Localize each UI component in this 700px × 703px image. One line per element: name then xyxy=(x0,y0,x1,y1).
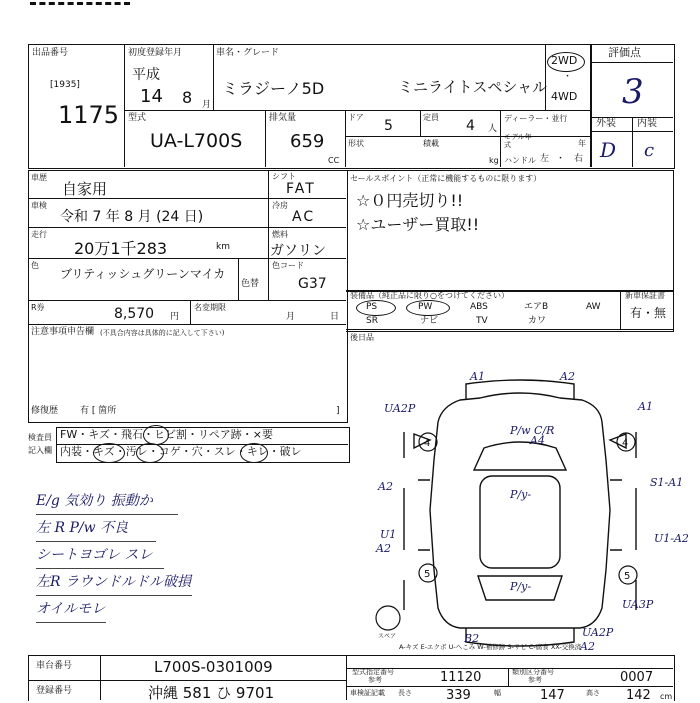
month-unit: 月 xyxy=(202,100,212,110)
color-code-label: 色コード xyxy=(272,261,304,270)
name-label: 車名・グレード xyxy=(216,48,280,58)
eq-pw: PW xyxy=(418,302,433,312)
type-value: 自家用 xyxy=(62,180,108,198)
handle-label: ハンドル xyxy=(504,156,536,165)
chassis-label: 車台番号 xyxy=(36,661,73,671)
score-value: 3 xyxy=(622,72,644,112)
door-value: 5 xyxy=(384,118,393,134)
dmg-mark-ua2p-left: UA2P xyxy=(384,402,416,415)
lot-tag: [1935] xyxy=(50,80,80,90)
model-value: UA-L700S xyxy=(150,130,243,152)
shift-label: シフト xyxy=(272,172,296,181)
model-year-label: モデル年式 xyxy=(504,133,532,149)
eq-sr: SR xyxy=(366,316,378,326)
ext-grade: D xyxy=(600,138,617,162)
seats-value: 4 xyxy=(466,118,475,134)
type-label: 車歴 xyxy=(31,173,47,182)
reg-month: 8 xyxy=(182,88,193,107)
color-label: 色 xyxy=(31,261,39,270)
width-label: 幅 xyxy=(494,689,501,697)
dmg-5-rr: 5 xyxy=(624,571,631,582)
chassis-value: L700S-0301009 xyxy=(154,658,273,676)
drive-dot: ・ xyxy=(563,72,573,82)
eq-abs: ABS xyxy=(470,302,488,312)
ac-value: AC xyxy=(292,209,316,225)
dmg-mark-u1a2: U1-A2 xyxy=(654,532,689,545)
dmg-mark-ua3p: UA3P xyxy=(622,598,654,611)
seats-unit: 人 xyxy=(488,124,498,134)
handle-left: 左 xyxy=(540,154,550,164)
drive-2wd: 2WD xyxy=(551,54,578,67)
dmg-mark-a4: A4 xyxy=(530,434,545,447)
class-label: 類別区分番号 xyxy=(512,668,554,676)
warranty-label: 新車保証書 xyxy=(625,291,665,300)
top-dashes xyxy=(30,2,130,13)
cc-unit: CC xyxy=(328,156,340,165)
recycle-label: R券 xyxy=(31,303,45,312)
notes-sub: (不具合内容は具体的に記入して下さい) xyxy=(100,329,225,337)
cc-label: 排気量 xyxy=(269,113,297,123)
reg-label: 初度登録年月 xyxy=(128,48,183,58)
int-label: 内装 xyxy=(637,118,657,129)
kg-unit: kg xyxy=(489,156,499,165)
hand-line: 左 R P/w 不良 xyxy=(36,515,156,542)
car-name: ミラジーノ5D xyxy=(222,79,325,98)
dmg-4-fr: 4 xyxy=(622,438,629,449)
class-value: 0007 xyxy=(620,670,654,685)
ac-label: 冷房 xyxy=(272,201,288,210)
inspect-label: 車検 xyxy=(31,201,47,210)
seats-label: 定員 xyxy=(423,113,439,122)
int-grade: c xyxy=(644,140,655,161)
plate-value: 沖縄 581 ひ 9701 xyxy=(148,684,275,702)
mark-circle-2 xyxy=(93,443,125,463)
selling-2: ☆ユーザー買取!! xyxy=(356,215,480,234)
eq-aw: AW xyxy=(586,302,601,312)
dmg-mark-u1: U1 xyxy=(380,528,397,541)
color-value: ブリティッシュグリーンマイカ xyxy=(60,267,226,281)
yen-unit: 円 xyxy=(170,312,180,322)
dmg-center-1: P/w C/R xyxy=(510,424,555,437)
dmg-mark-a2-top: A2 xyxy=(560,370,575,383)
handle-right: 右 xyxy=(574,154,584,164)
hand-line: シートヨゴレ スレ xyxy=(36,542,164,569)
spec-label: 型式指定番号 xyxy=(352,668,394,676)
inspect-value: 令和 7 年 8 月 (24 日) xyxy=(60,209,204,225)
handwritten-notes xyxy=(36,488,192,623)
class-sub: 参考 xyxy=(528,676,542,684)
capacity-label: 積載 xyxy=(423,139,439,148)
fuel-label: 燃料 xyxy=(272,230,288,239)
dmg-mark-s1a1: S1-A1 xyxy=(650,476,684,489)
color-change-label: 色替 xyxy=(241,279,260,289)
mark-circle-1 xyxy=(143,425,169,445)
ext-label: 外装 xyxy=(596,118,616,129)
lot-label: 出品番号 xyxy=(32,48,69,58)
dmg-mark-a2-left: A2 xyxy=(378,480,393,493)
selling-label: セールスポイント（正常に機能するものに限ります） xyxy=(350,174,542,183)
inspector-label-1: 検査員 xyxy=(28,433,52,442)
height-label: 高さ xyxy=(586,689,600,697)
dmg-mark-a2-bottom: A2 xyxy=(580,640,595,652)
meigi-day: 日 xyxy=(330,312,340,322)
era: 平成 xyxy=(132,67,160,83)
hand-line: 左R ラウンドルドル破損 xyxy=(36,569,192,596)
score-label: 評価点 xyxy=(608,46,641,59)
drive-4wd: 4WD xyxy=(551,90,578,103)
eq-tv: TV xyxy=(476,316,488,326)
hand-line: オイルモレ xyxy=(36,596,106,623)
dmg-mark-a1-right: A1 xyxy=(638,400,653,413)
dealer-label: ディーラー・並行 xyxy=(504,114,568,123)
dmg-mark-a1-top: A1 xyxy=(470,370,485,383)
cc-value: 659 xyxy=(290,131,325,152)
spec-sub: 参考 xyxy=(368,676,382,684)
meigi-month: 月 xyxy=(286,312,296,322)
hand-line: E/g 気効り 振動か xyxy=(36,488,178,515)
model-year-unit: 年 xyxy=(578,139,586,148)
warranty-value: 有・無 xyxy=(630,306,667,320)
shape-label: 形状 xyxy=(348,139,364,148)
spec-value: 11120 xyxy=(440,670,482,685)
lot-number: 1175 xyxy=(58,101,120,129)
door-label: ドア xyxy=(348,113,364,122)
selling-1: ☆０円売切り!! xyxy=(356,191,464,210)
dmg-4-fl: 4 xyxy=(424,438,431,449)
damage-legend: A-キズ E-エクボ U-へこみ W-補修跡 S-サビ C-腐食 XX-交換済 xyxy=(399,643,582,651)
spare-label: スペア xyxy=(378,633,397,640)
dmg-mark-a2-side: A2 xyxy=(376,542,391,555)
notes-label: 注意事項申告欄 xyxy=(31,327,95,337)
car-diagram xyxy=(370,370,700,652)
cm-unit: cm xyxy=(660,692,673,701)
km-unit: km xyxy=(216,242,230,252)
grade: ミニライトスペシャル xyxy=(398,78,548,96)
length-value: 339 xyxy=(446,688,471,703)
eq-leather: カワ xyxy=(528,316,547,326)
dmg-mark-ua2p-bottom: UA2P xyxy=(582,626,614,639)
recycle-value: 8,570 xyxy=(114,306,155,322)
color-code-value: G37 xyxy=(298,276,327,292)
height-value: 142 xyxy=(626,688,651,703)
inspector-row-1: FW・キズ・飛石・ヒビ割・リペア跡・×要 xyxy=(60,428,273,441)
mileage-value: 20万1千283 xyxy=(74,239,168,258)
inspector-row-2: 内装・キズ・汚レ・コゲ・穴・スレ・キレ・破レ xyxy=(60,445,302,458)
dim-label: 車検証記載 xyxy=(350,689,385,697)
rear-seat-label: 後日品 xyxy=(350,333,374,342)
model-label: 型式 xyxy=(128,113,147,123)
dmg-mark-b2: B2 xyxy=(464,632,480,645)
shift-value: FAT xyxy=(286,181,316,197)
length-label: 長さ xyxy=(398,689,412,697)
width-value: 147 xyxy=(540,688,565,703)
meigi-label: 名変期限 xyxy=(194,303,226,312)
mileage-label: 走行 xyxy=(31,230,47,239)
mark-circle-4 xyxy=(240,443,268,463)
repair-close: ] xyxy=(336,406,340,416)
fuel-value: ガソリン xyxy=(270,243,326,259)
eq-airbag: エアB xyxy=(524,302,549,312)
dmg-center-2: P/y- xyxy=(510,488,532,501)
handle-dot: ・ xyxy=(556,154,566,164)
eq-navi: ナビ xyxy=(420,316,439,326)
reg-year: 14 xyxy=(140,86,163,107)
inspector-label-2: 記入欄 xyxy=(28,446,52,455)
eq-ps: PS xyxy=(366,302,378,312)
repair-value: 有 [ 箇所 xyxy=(80,406,117,416)
dmg-center-3: P/y- xyxy=(510,580,532,593)
plate-label: 登録番号 xyxy=(36,686,73,696)
equipment-label: 装備品（純正品に限り○をつけてください） xyxy=(350,291,509,300)
mark-circle-3 xyxy=(136,443,164,463)
dmg-5-rl: 5 xyxy=(424,569,431,580)
repair-label: 修復歴 xyxy=(31,406,59,416)
